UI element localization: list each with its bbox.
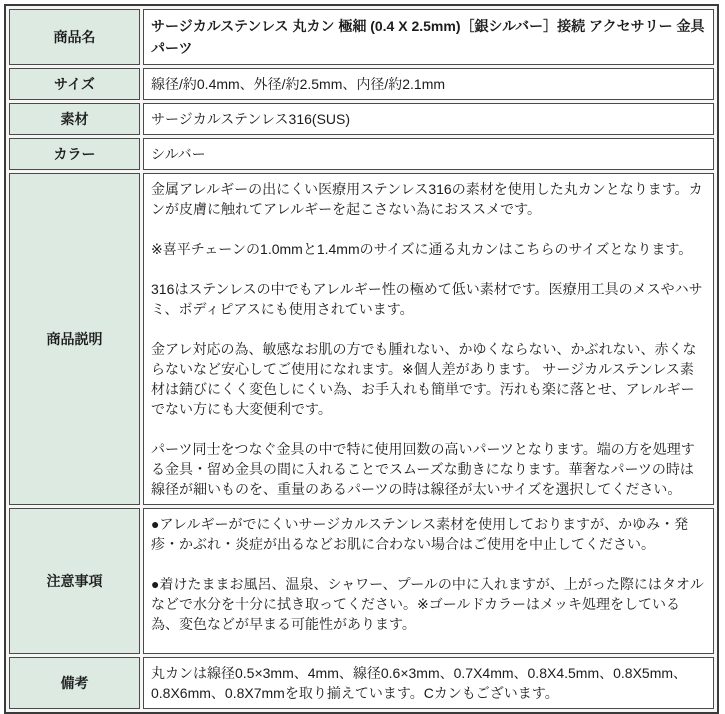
value-paragraph: 316はステンレスの中でもアレルギー性の極めて低い素材です。医療用工具のメスやハサミ、ボディピアスにも使用されています。 xyxy=(151,281,703,317)
table-row-notes xyxy=(9,657,714,709)
row-header-label: 商品名 xyxy=(53,29,96,45)
row-header-description xyxy=(9,173,140,505)
table-row-size xyxy=(9,68,714,100)
row-header-label: カラー xyxy=(53,146,96,162)
row-header-color xyxy=(9,138,140,170)
row-value-size xyxy=(143,68,714,100)
row-value-precautions xyxy=(143,508,714,654)
row-value-product-name xyxy=(143,9,714,65)
row-header-label: 備考 xyxy=(60,675,89,691)
value-paragraph: 金属アレルギーの出にくい医療用ステンレス316の素材を使用した丸カンとなります。カンが皮膚に触れてアレルギーを起こさない為におススメです。 xyxy=(151,181,703,217)
row-value-material xyxy=(143,103,714,135)
value-paragraph: 金アレ対応の為、敏感なお肌の方でも腫れない、かゆくならない、かぶれない、赤くならないなど安心してご使用になれます。※個人差があります。 サージカルステンレス素材は錆びにくく変色しにくい為、お手入れも簡単です。汚れも楽に落とせ、アレルギーでない方にも大変便利です。 xyxy=(151,341,697,417)
row-header-label: サイズ xyxy=(54,76,95,92)
table-row-precautions xyxy=(9,508,714,654)
value-paragraph: パーツ同士をつなぐ金具の中で特に使用回数の高いパーツとなります。端の方を処理する金具・留め金具の間に入れることでスムーズな動きになります。華奢なパーツの時は線径が細いものを、重量のあるパーツの時は線径が太いサイズを選択してください。 xyxy=(151,441,695,497)
value-paragraph: ●着けたままお風呂、温泉、シャワー、プールの中に入れますが、上がった際にはタオルなどで水分を十分に拭き取ってください。※ゴールドカラーはメッキ処理をしている為、変色などが早まる可能性があります。 xyxy=(151,576,704,632)
row-header-label: 商品説明 xyxy=(46,331,103,347)
row-header-product-name xyxy=(9,9,140,65)
row-header-label: 素材 xyxy=(60,111,89,127)
value-paragraph: サージカルステンレス316(SUS) xyxy=(151,111,351,127)
value-paragraph: サージカルステンレス 丸カン 極細 (0.4 X 2.5mm)［銀シルバー］接続 アクセサリー 金具 パーツ xyxy=(151,18,705,56)
row-header-notes xyxy=(9,657,140,709)
row-value-color xyxy=(143,138,714,170)
value-paragraph: ●アレルギーがでにくいサージカルステンレス素材を使用しておりますが、かゆみ・発疹・かぶれ・炎症が出るなどお肌に合わない場合はご使用を中止してください。 xyxy=(151,516,689,552)
row-value-notes xyxy=(143,657,714,709)
table-row-material xyxy=(9,103,714,135)
row-header-material xyxy=(9,103,140,135)
table-row-product-name xyxy=(9,9,714,65)
value-paragraph: シルバー xyxy=(151,146,206,162)
table-row-description xyxy=(9,173,714,505)
row-header-size xyxy=(9,68,140,100)
row-value-description xyxy=(143,173,714,505)
value-paragraph: ※喜平チェーンの1.0mmと1.4mmのサイズに通る丸カンはこちらのサイズとなります。 xyxy=(151,241,693,257)
row-header-label: 注意事項 xyxy=(46,573,103,589)
table-row-color xyxy=(9,138,714,170)
value-paragraph: 線径/約0.4mm、外径/約2.5mm、内径/約2.1mm xyxy=(151,76,446,92)
row-header-precautions xyxy=(9,508,140,654)
value-paragraph: 丸カンは線径0.5×3mm、4mm、線径0.6×3mm、0.7X4mm、0.8X4.5mm、0.8X5mm、0.8X6mm、0.8X7mmを取り揃えています。Cカンもございます。 xyxy=(151,665,688,701)
product-spec-table xyxy=(4,4,719,714)
